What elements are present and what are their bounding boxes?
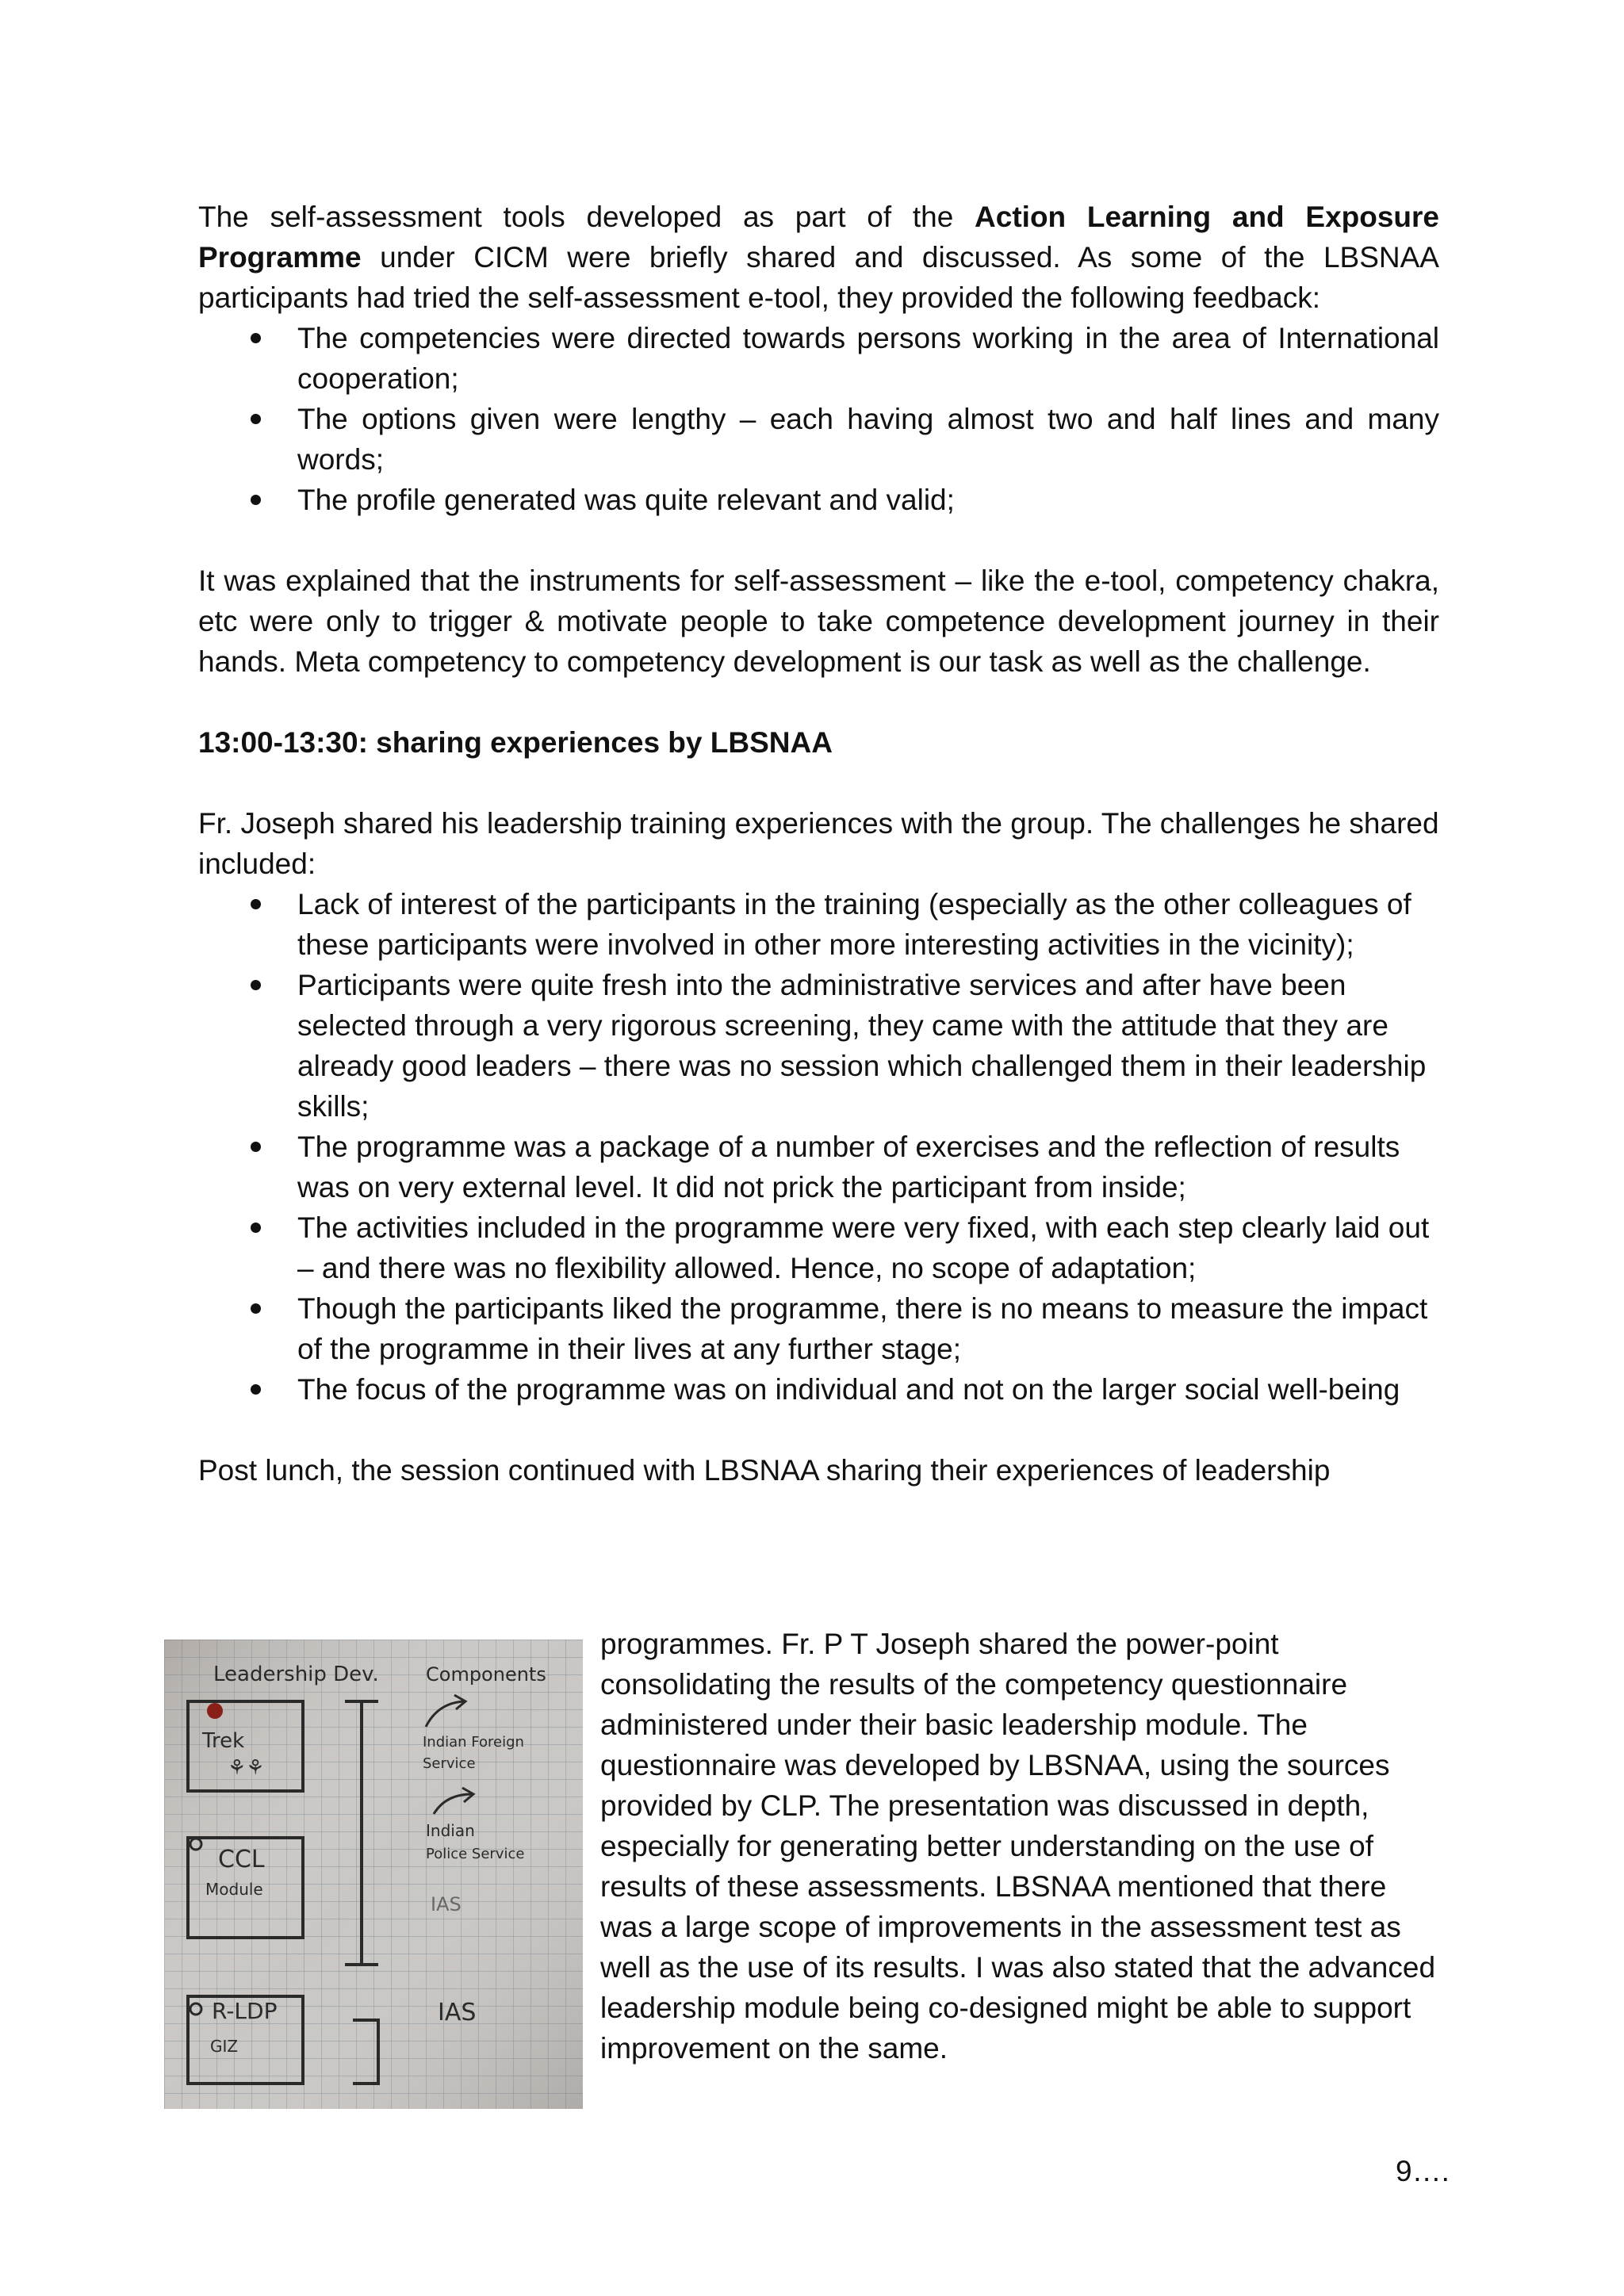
photo-title-left: Leadership Dev. [213, 1663, 379, 1686]
photo-box2-sublabel: Module [205, 1880, 263, 1899]
photo-right1-label: Indian Foreign [423, 1734, 524, 1751]
list-item: The profile generated was quite relevant and valid; [297, 480, 1439, 520]
photo-right3-label: IAS [431, 1893, 462, 1915]
stick-figures-icon: ⚘⚘ [228, 1756, 265, 1780]
intro-paragraph [198, 197, 1439, 318]
challenges-list [198, 884, 1439, 1410]
intro-text-part2: under CICM were briefly shared and discussed. As some of the LBSNAA participants had tried the self-assessment e-tool, they provided the following feedback: [198, 241, 1439, 314]
photo-box1-label: Trek [202, 1729, 245, 1753]
photo-box3-sublabel: GIZ [210, 2037, 239, 2056]
page-number: 9…. [1396, 2155, 1450, 2187]
list-item: The activities included in the programme were very fixed, with each step clearly laid out – and there was no flexibility allowed. Hence, no scope of adaptation; [297, 1207, 1439, 1288]
flipchart-drawing [164, 1640, 583, 2109]
intro-bold-programme: Action Learning and Exposure Programme [198, 201, 1439, 274]
flipchart-photo [164, 1640, 583, 2109]
feedback-list [198, 318, 1439, 520]
list-item: Lack of interest of the participants in the training (especially as the other colleagues of these participants were involved in other more interesting activities in the vicinity); [297, 884, 1439, 965]
post-lunch-paragraph: Post lunch, the session continued with LBSNAA sharing their experiences of leadership [198, 1454, 1331, 1487]
list-item: Though the participants liked the programme, there is no means to measure the impact of the programme in their lives at any further stage; [297, 1288, 1439, 1369]
explanation-paragraph: It was explained that the instruments for self-assessment – like the e-tool, competency chakra, etc were only to trigger & motivate people to take competence development journey in their hands. Meta competency to competency development is our task as well as the challenge. [198, 564, 1439, 678]
list-item: Participants were quite fresh into the administrative services and after have been selected through a very rigorous screening, they came with the attitude that they are already good leaders – there was no session which challenged them in their leadership skills; [297, 965, 1439, 1127]
session-heading: 13:00-13:30: sharing experiences by LBSNAA [198, 726, 833, 759]
list-item: The options given were lengthy – each having almost two and half lines and many words; [297, 399, 1439, 480]
photo-title-right: Components [426, 1663, 546, 1686]
photo-box3-label: R-LDP [212, 1998, 278, 2024]
post-lunch-continuation: programmes. Fr. P T Joseph shared the power-point consolidating the results of the competency questionnaire administered under their basic leadership module. The questionnaire was developed by LBSNAA, using the sources provided by CLP. The presentation was discussed in depth, especially for generating better understanding on the use of results of these assessments. LBSNAA mentioned that there was a large scope of improvements in the assessment test as well as the use of its results. I was also stated that the advanced leadership module being co-designed might be able to support improvement on the same. [600, 1628, 1436, 2064]
photo-right4-label: IAS [438, 1999, 477, 2026]
list-item: The competencies were directed towards persons working in the area of International cooperation; [297, 318, 1439, 399]
main-text [198, 197, 1439, 1490]
photo-right2-label: Indian [426, 1821, 475, 1840]
list-item: The programme was a package of a number of exercises and the reflection of results was on very external level. It did not prick the participant from inside; [297, 1127, 1439, 1207]
photo-right1-sublabel: Service [423, 1755, 476, 1772]
list-item: The focus of the programme was on individual and not on the larger social well-being [297, 1369, 1439, 1410]
photo-right2-sublabel: Police Service [426, 1846, 525, 1862]
intro-text-part1: The self-assessment tools developed as part of the [198, 201, 975, 233]
joseph-intro-paragraph: Fr. Joseph shared his leadership training experiences with the group. The challenges he shared included: [198, 807, 1439, 880]
red-dot-marker [207, 1703, 223, 1719]
photo-box2-label: CCL [218, 1846, 265, 1873]
